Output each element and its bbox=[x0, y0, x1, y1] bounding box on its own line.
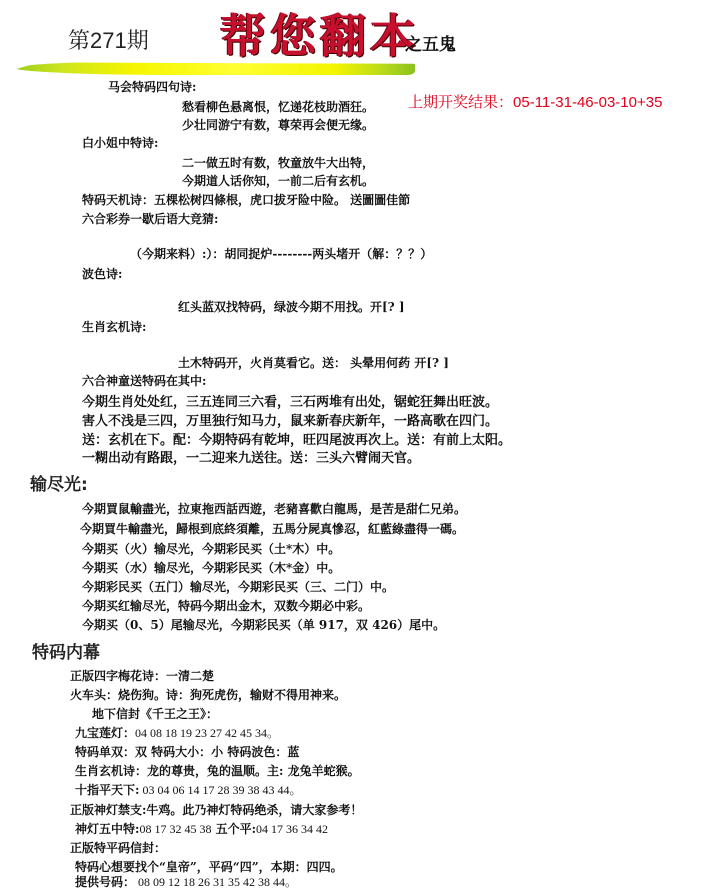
last-draw-result bbox=[408, 91, 662, 112]
bose-line: 红头蓝双找特码，绿波今期不用找。开[? ] bbox=[178, 300, 405, 314]
section-heading-lose: 输尽光: bbox=[30, 475, 88, 495]
danshuang-line: 特码单双：双 特码大小：小 特码波色：蓝 bbox=[75, 745, 300, 759]
xinfeng-line: 特码心想要找个“皇帝”，平码“四”，本期：四四。 bbox=[75, 860, 343, 874]
last-result-value: 05-11-31-46-03-10+35 bbox=[513, 94, 663, 111]
lose-line-3: 今期买（火）输尽光，今期彩民买（土*木）中。 bbox=[82, 542, 341, 556]
tigong-numbers: 08 09 12 18 26 31 35 42 38 44。 bbox=[135, 875, 298, 889]
shendeng-numbers: 08 17 32 45 38 bbox=[139, 822, 212, 836]
section-heading-inside: 特码内幕 bbox=[32, 643, 100, 663]
shizhi-numbers: 03 04 06 14 17 28 39 38 43 44。 bbox=[139, 783, 302, 797]
lose-line-1: 今期買鼠輸盡光，拉東拖西話西遊，老豬喜歡白龍馬，是苦是甜仁兄弟。 bbox=[82, 502, 467, 516]
bose-label: 波色诗: bbox=[82, 267, 123, 281]
wuge-numbers: 04 17 36 34 42 bbox=[256, 822, 329, 836]
mahui-line-2: 少壮同游宁有数，尊荣再会便无缘。 bbox=[182, 118, 375, 132]
tigong-line bbox=[75, 873, 297, 890]
bai-label: 白小姐中特诗: bbox=[82, 136, 159, 150]
xiehouyu-label: 六合彩券一歇后语大竞猜: bbox=[82, 212, 219, 226]
issue-number: 第271期 bbox=[68, 28, 149, 53]
shentong-line-3: 送：玄机在下。配：今期特码有乾坤，旺四尾波再次上。送：有前上太阳。 bbox=[82, 433, 512, 448]
meihua-poem: 正版四字梅花诗：一清二楚 bbox=[70, 669, 215, 683]
mahui-label: 马会特码四句诗: bbox=[108, 80, 197, 94]
shengxiao-line: 土木特码开，火肖莫看它。送： 头晕用何药 开[? ] bbox=[178, 356, 449, 370]
shizhi-label: 十指平天下: bbox=[75, 783, 140, 797]
shentong-line-2: 害人不浅是三四，万里独行知马力，鼠来新春庆新年，一路高歌在四门。 bbox=[82, 414, 499, 429]
xinfeng-label: 正版特平码信封： bbox=[70, 841, 167, 855]
page-subtitle: 之五鬼 bbox=[405, 35, 456, 55]
last-result-label: 上期开奖结果： bbox=[408, 94, 514, 111]
huochetou-line: 火车头：烧伤狗。诗：狗死虎伤，输财不得用神来。 bbox=[70, 688, 347, 702]
bai-line-1: 二一做五时有数，牧童放牛大出特， bbox=[182, 156, 375, 170]
dixia-label: 地下信封《千王之王》： bbox=[92, 707, 219, 721]
lose-line-6: 今期买红输尽光，特码今期出金木，双数今期必中彩。 bbox=[82, 599, 371, 613]
jiubao-label: 九宝莲灯： bbox=[75, 726, 136, 740]
bai-line-2: 今期道人话你知，一前二后有玄机。 bbox=[182, 174, 375, 188]
tigong-label: 提供号码： bbox=[75, 875, 136, 889]
shengxiao-poem-2: 生肖玄机诗：龙的尊贵，兔的温顺。主: 龙兔羊蛇猴。 bbox=[75, 764, 360, 778]
shentong-label: 六合神童送特码在其中: bbox=[82, 374, 207, 388]
shendeng-label: 神灯五中特: bbox=[75, 822, 140, 836]
lose-line-2: 今期買牛輸盡光，歸根到底終須離，五馬分屍真慘忍，紅藍綠盡得一碼。 bbox=[80, 522, 465, 536]
mahui-line-1: 愁看柳色悬离恨，忆递花枝助酒狂。 bbox=[182, 100, 375, 114]
tianji-poem: 特码天机诗：五棵松树四條根，虎口拔牙险中险。 送圖圖佳節 bbox=[82, 193, 411, 207]
lose-line-5: 今期彩民买（五门）输尽光，今期彩民买（三、二门）中。 bbox=[82, 580, 395, 594]
shendeng-line bbox=[75, 820, 328, 837]
xiehouyu-line: （今期来料）:）：胡同捉炉--------两头堵开（解：？？） bbox=[130, 247, 433, 261]
shengxiao-label: 生肖玄机诗: bbox=[82, 320, 147, 334]
page-title: 帮您翻本 bbox=[220, 9, 420, 63]
jiubao-line bbox=[75, 724, 279, 741]
lose-line-7: 今期买（0、5）尾输尽光，今期彩民买（单 917，双 426）尾中。 bbox=[82, 618, 446, 632]
shentong-line-1: 今期生肖处处红，三五连同三六看，三石两堆有出处，锯蛇狂舞出旺波。 bbox=[82, 395, 499, 410]
wuge-label: 五个平: bbox=[211, 822, 257, 836]
jinzhi-line: 正版神灯禁支:牛鸡。此乃神灯特码绝杀，请大家参考！ bbox=[70, 803, 363, 817]
jiubao-numbers: 04 08 18 19 23 27 42 45 34。 bbox=[135, 726, 280, 740]
lose-line-4: 今期买（水）输尽光，今期彩民买（木*金）中。 bbox=[82, 561, 341, 575]
shizhi-line bbox=[75, 781, 301, 798]
shentong-line-4: 一糊出动有路跟，一二迎来九送往。送：三头六臂闹天官。 bbox=[82, 451, 421, 466]
